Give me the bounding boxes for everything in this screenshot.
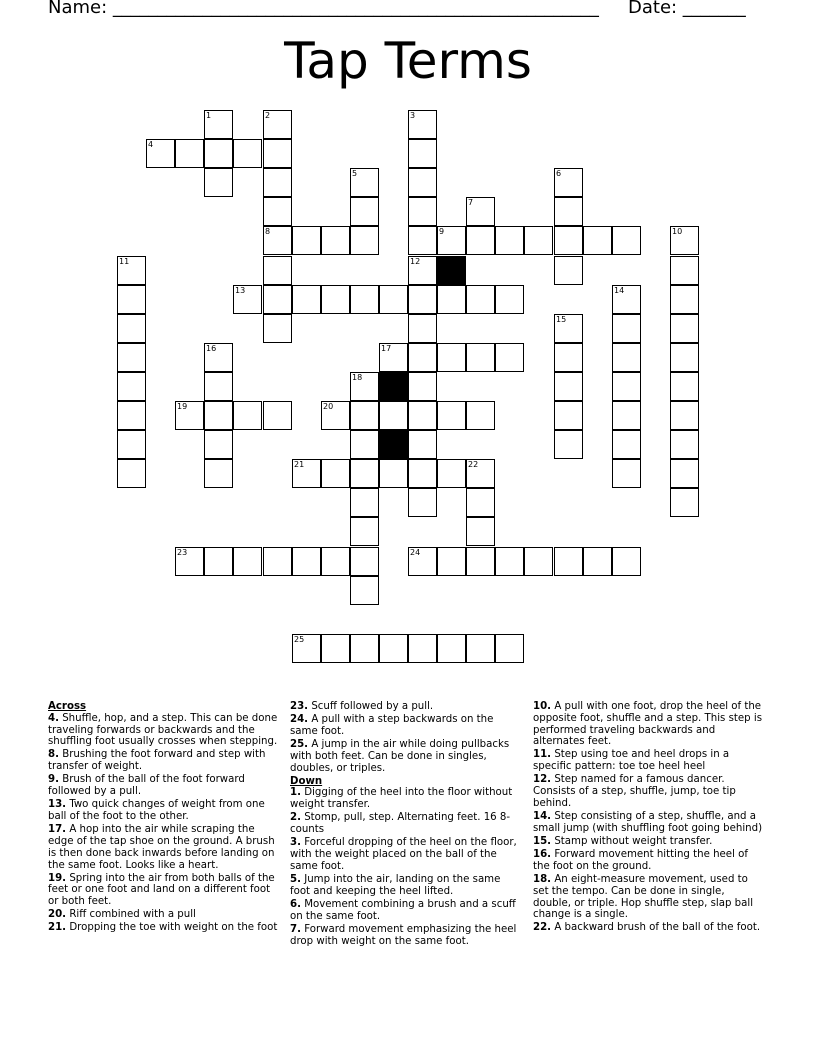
grid-cell[interactable] — [670, 256, 699, 285]
grid-cell[interactable] — [175, 139, 204, 168]
grid-cell[interactable] — [350, 459, 379, 488]
across-clue: 24. A pull with a step backwards on the same foot. — [290, 714, 494, 737]
clue-number: 17 — [381, 344, 392, 353]
clue-number: 8 — [265, 227, 271, 236]
grid-cell[interactable] — [350, 401, 379, 430]
down-clue: 7. Forward movement emphasizing the heel drop with weight on the same foot. — [290, 923, 517, 947]
grid-cell[interactable] — [175, 547, 204, 576]
grid-cell[interactable] — [350, 576, 379, 605]
grid-cell[interactable] — [350, 430, 379, 459]
across-clue: 17. A hop into the air while scraping the edge of the tap shoe on the ground. A brush is then done back inwards before landing on the same foot. Looks like a heart. — [48, 824, 275, 871]
grid-cell[interactable] — [466, 634, 495, 663]
clue-number: 5 — [352, 169, 358, 178]
down-clue: 15. Stamp without weight transfer. — [533, 835, 713, 847]
grid-cell[interactable] — [437, 343, 466, 372]
down-heading: Down — [290, 775, 323, 787]
grid-cell[interactable] — [524, 547, 553, 576]
grid-cell[interactable] — [408, 634, 437, 663]
grid-cell[interactable] — [437, 226, 466, 255]
grid-cell[interactable] — [466, 517, 495, 546]
grid-cell[interactable] — [408, 430, 437, 459]
grid-cell[interactable] — [292, 547, 321, 576]
grid-cell[interactable] — [379, 459, 408, 488]
across-clue: 21. Dropping the toe with weight on the foot — [48, 922, 278, 934]
clue-number: 6 — [556, 169, 562, 178]
grid-cell[interactable] — [408, 314, 437, 343]
grid-cell[interactable] — [321, 285, 350, 314]
grid-cell[interactable] — [524, 226, 553, 255]
grid-cell[interactable] — [408, 197, 437, 226]
clue-number: 22 — [468, 460, 479, 469]
clue-number: 4 — [148, 140, 154, 149]
grid-cell[interactable] — [670, 430, 699, 459]
grid-cell[interactable] — [554, 401, 583, 430]
grid-cell[interactable] — [612, 401, 641, 430]
grid-cell[interactable] — [554, 197, 583, 226]
grid-cell[interactable] — [204, 372, 233, 401]
grid-cell[interactable] — [670, 226, 699, 255]
clue-number: 14 — [614, 286, 625, 295]
grid-cell[interactable] — [554, 372, 583, 401]
grid-cell[interactable] — [670, 401, 699, 430]
across-clue: 20. Riff combined with a pull — [48, 909, 196, 921]
grid-cell[interactable] — [408, 372, 437, 401]
grid-cell[interactable] — [292, 459, 321, 488]
grid-cell[interactable] — [263, 285, 292, 314]
grid-cell[interactable] — [612, 372, 641, 401]
across-clue: 19. Spring into the air from both balls of the feet or one foot and land on a different foot or both feet. — [48, 872, 275, 908]
grid-cell[interactable] — [408, 459, 437, 488]
grid-cell[interactable] — [379, 401, 408, 430]
grid-cell[interactable] — [612, 285, 641, 314]
clues-column-3 — [533, 701, 765, 936]
clue-number: 1 — [206, 111, 212, 120]
grid-cell[interactable] — [495, 285, 524, 314]
grid-cell[interactable] — [350, 547, 379, 576]
grid-cell[interactable] — [117, 430, 146, 459]
grid-cell[interactable] — [263, 547, 292, 576]
clue-number: 11 — [119, 257, 130, 266]
grid-cell[interactable] — [117, 459, 146, 488]
grid-cell[interactable] — [408, 343, 437, 372]
grid-cell[interactable] — [204, 547, 233, 576]
grid-cell[interactable] — [204, 430, 233, 459]
grid-cell[interactable] — [263, 110, 292, 139]
grid-cell[interactable] — [670, 459, 699, 488]
down-clue: 18. An eight-measure movement, used to set the tempo. Can be done in single, double, or triple. Hop shuffle step, slap ball change is a single. — [533, 873, 754, 921]
grid-cell[interactable] — [292, 634, 321, 663]
grid-cell[interactable] — [408, 168, 437, 197]
grid-cell[interactable] — [146, 139, 175, 168]
grid-cell[interactable] — [117, 401, 146, 430]
grid-cell[interactable] — [583, 547, 612, 576]
grid-cell[interactable] — [350, 634, 379, 663]
grid-cell[interactable] — [350, 517, 379, 546]
clue-number: 7 — [468, 198, 474, 207]
grid-cell[interactable] — [466, 285, 495, 314]
grid-cell[interactable] — [408, 139, 437, 168]
clue-number: 18 — [352, 373, 363, 382]
down-clue: 10. A pull with one foot, drop the heel of the opposite foot, shuffle and a step. This step is performed traveling backwards and alternates feet. — [533, 701, 763, 748]
grid-cell[interactable] — [321, 634, 350, 663]
grid-cell[interactable] — [379, 285, 408, 314]
grid-cell[interactable] — [292, 285, 321, 314]
clue-number: 19 — [177, 402, 188, 411]
grid-cell[interactable] — [554, 314, 583, 343]
across-heading: Across — [48, 701, 87, 712]
down-clue: 6. Movement combining a brush and a scuff on the same foot. — [290, 898, 516, 922]
clue-number: 23 — [177, 548, 188, 557]
grid-cell[interactable] — [117, 314, 146, 343]
clue-number: 15 — [556, 315, 567, 324]
clue-number: 24 — [410, 548, 421, 557]
clue-number: 9 — [439, 227, 445, 236]
down-clue: 1. Digging of the heel into the floor without weight transfer. — [290, 787, 513, 811]
page-title: Tap Terms — [284, 32, 532, 90]
grid-cell[interactable] — [321, 401, 350, 430]
grid-cell[interactable] — [670, 314, 699, 343]
clues-column-2 — [290, 701, 522, 949]
grid-cell[interactable] — [233, 285, 262, 314]
down-clue: 14. Step consisting of a step, shuffle, and a small jump (with shuffling foot going behind) — [533, 811, 763, 834]
clue-number: 10 — [672, 227, 683, 236]
grid-cell[interactable] — [437, 459, 466, 488]
clue-number: 12 — [410, 257, 421, 266]
clues-column-1 — [48, 701, 280, 936]
clue-number: 25 — [294, 635, 305, 644]
grid-cell[interactable] — [612, 226, 641, 255]
date-field-label: Date: _______ — [628, 0, 746, 18]
grid-cell[interactable] — [263, 401, 292, 430]
grid-cell[interactable] — [670, 488, 699, 517]
grid-cell[interactable] — [204, 343, 233, 372]
clue-number: 2 — [265, 111, 271, 120]
grid-cell[interactable] — [233, 401, 262, 430]
across-clue: 25. A jump in the air while doing pullbacks with both feet. Can be done in singles, doubles, or triples. — [290, 738, 510, 774]
grid-cell[interactable] — [175, 401, 204, 430]
grid-cell[interactable] — [495, 547, 524, 576]
grid-cell[interactable] — [495, 226, 524, 255]
grid-cell[interactable] — [321, 226, 350, 255]
grid-cell[interactable] — [554, 343, 583, 372]
down-clue: 22. A backward brush of the ball of the foot. — [533, 922, 761, 934]
grid-cell[interactable] — [350, 285, 379, 314]
grid-cell[interactable] — [379, 634, 408, 663]
grid-cell[interactable] — [350, 168, 379, 197]
grid-cell[interactable] — [321, 459, 350, 488]
grid-cell[interactable] — [437, 634, 466, 663]
clue-number: 20 — [323, 402, 334, 411]
grid-cell[interactable] — [263, 314, 292, 343]
grid-cell[interactable] — [117, 256, 146, 285]
grid-cell[interactable] — [437, 401, 466, 430]
grid-cell[interactable] — [554, 430, 583, 459]
grid-cell[interactable] — [350, 197, 379, 226]
grid-cell[interactable] — [495, 343, 524, 372]
grid-cell[interactable] — [495, 634, 524, 663]
grid-cell[interactable] — [466, 226, 495, 255]
grid-cell[interactable] — [554, 256, 583, 285]
grid-cell[interactable] — [204, 401, 233, 430]
grid-cell[interactable] — [350, 226, 379, 255]
clue-number: 16 — [206, 344, 217, 353]
across-clue: 23. Scuff followed by a pull. — [290, 701, 434, 712]
grid-cell[interactable] — [408, 256, 437, 285]
grid-cell[interactable] — [466, 488, 495, 517]
black-square — [379, 430, 408, 459]
grid-cell[interactable] — [612, 314, 641, 343]
down-clue: 11. Step using toe and heel drops in a specific pattern: toe toe heel heel — [533, 749, 730, 773]
grid-cell[interactable] — [204, 168, 233, 197]
grid-cell[interactable] — [263, 226, 292, 255]
down-clue: 12. Step named for a famous dancer. Consists of a step, shuffle, jump, toe tip behind. — [533, 774, 736, 809]
grid-cell[interactable] — [204, 110, 233, 139]
grid-cell[interactable] — [117, 343, 146, 372]
grid-cell[interactable] — [554, 547, 583, 576]
clue-number: 21 — [294, 460, 305, 469]
grid-cell[interactable] — [612, 459, 641, 488]
across-clue: 9. Brush of the ball of the foot forward followed by a pull. — [48, 774, 245, 798]
grid-cell[interactable] — [117, 285, 146, 314]
grid-cell[interactable] — [437, 285, 466, 314]
grid-cell[interactable] — [292, 226, 321, 255]
grid-cell[interactable] — [612, 547, 641, 576]
grid-cell[interactable] — [379, 343, 408, 372]
grid-cell[interactable] — [583, 226, 612, 255]
clue-number: 13 — [235, 286, 246, 295]
grid-cell[interactable] — [612, 343, 641, 372]
grid-cell[interactable] — [466, 459, 495, 488]
grid-cell[interactable] — [204, 459, 233, 488]
grid-cell[interactable] — [117, 372, 146, 401]
grid-cell[interactable] — [321, 547, 350, 576]
grid-cell[interactable] — [233, 547, 262, 576]
grid-cell[interactable] — [350, 372, 379, 401]
grid-cell[interactable] — [408, 110, 437, 139]
black-square — [379, 372, 408, 401]
grid-cell[interactable] — [408, 488, 437, 517]
grid-cell[interactable] — [263, 256, 292, 285]
grid-cell[interactable] — [263, 139, 292, 168]
grid-cell[interactable] — [233, 139, 262, 168]
grid-cell[interactable] — [408, 547, 437, 576]
grid-cell[interactable] — [263, 168, 292, 197]
grid-cell[interactable] — [466, 197, 495, 226]
grid-cell[interactable] — [204, 139, 233, 168]
clue-number: 3 — [410, 111, 416, 120]
grid-cell[interactable] — [466, 401, 495, 430]
down-clue: 2. Stomp, pull, step. Alternating feet. 16 8-counts — [290, 812, 511, 836]
across-clue: 4. Shuffle, hop, and a step. This can be done traveling forwards or backwards and the shuffling foot usually crosses when stepping. — [48, 712, 278, 748]
grid-cell[interactable] — [437, 547, 466, 576]
across-clue: 8. Brushing the foot forward and step with transfer of weight. — [48, 749, 266, 773]
grid-cell[interactable] — [263, 197, 292, 226]
grid-cell[interactable] — [408, 401, 437, 430]
black-square — [437, 256, 466, 285]
grid-cell[interactable] — [670, 343, 699, 372]
grid-cell[interactable] — [670, 285, 699, 314]
grid-cell[interactable] — [466, 547, 495, 576]
name-field-label: Name: ______________________________________________________ — [48, 0, 599, 18]
grid-cell[interactable] — [350, 488, 379, 517]
grid-cell[interactable] — [408, 285, 437, 314]
across-clue: 13. Two quick changes of weight from one ball of the foot to the other. — [48, 799, 265, 823]
grid-cell[interactable] — [466, 343, 495, 372]
grid-cell[interactable] — [612, 430, 641, 459]
down-clue: 16. Forward movement hitting the heel of the foot on the ground. — [533, 849, 748, 872]
down-clue: 5. Jump into the air, landing on the same foot and keeping the heel lifted. — [290, 873, 501, 897]
grid-cell[interactable] — [670, 372, 699, 401]
grid-cell[interactable] — [554, 168, 583, 197]
grid-cell[interactable] — [554, 226, 583, 255]
grid-cell[interactable] — [408, 226, 437, 255]
down-clue: 3. Forceful dropping of the heel on the floor, with the weight placed on the ball of the same foot. — [290, 837, 517, 872]
